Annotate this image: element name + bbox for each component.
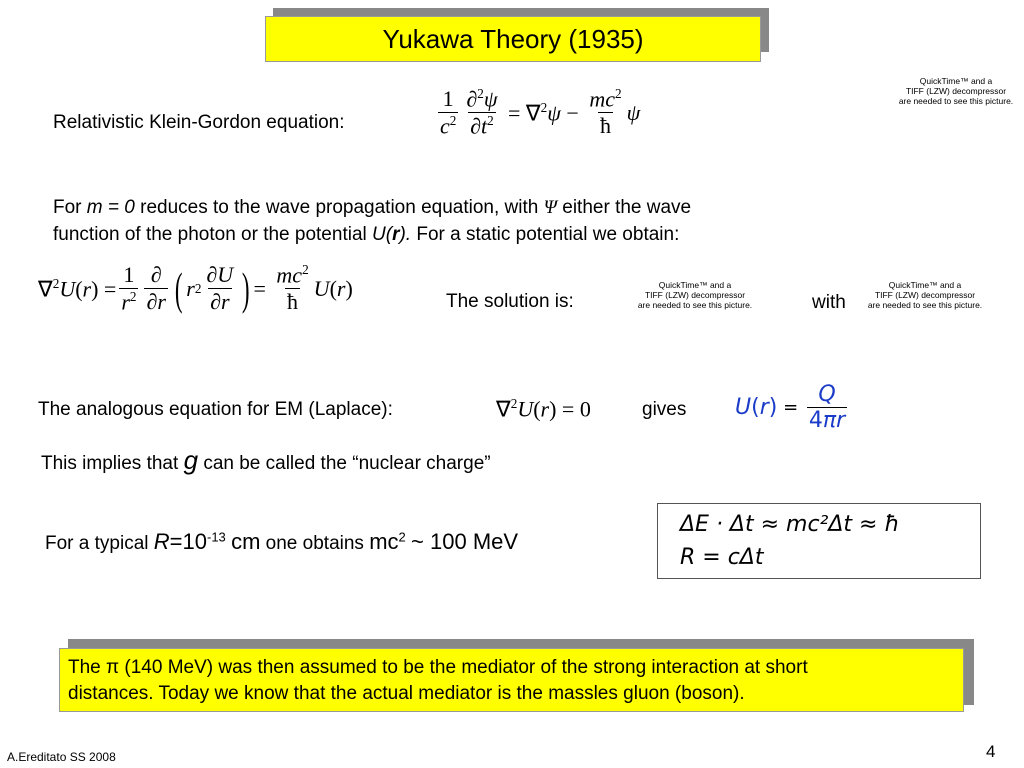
footer-author: A.Ereditato SS 2008: [7, 750, 116, 764]
callout-line-1: The π (140 MeV) was then assumed to be the mediator of the strong interaction at short: [68, 657, 808, 678]
paragraph-line-1: For m = 0 reduces to the wave propagation equation, with Ψ either the wave: [53, 197, 692, 218]
laplace-equation: ∇$^2$U(r) = 0: [496, 396, 591, 422]
quicktime-placeholder-2: QuickTime™ and a TIFF (LZW) decompressor are needed to see this picture.: [637, 280, 753, 310]
uncertainty-box: [657, 503, 981, 579]
em-laplace-label: The analogous equation for EM (Laplace):: [38, 399, 393, 420]
klein-gordon-equation: $\frac{1}{c^2}$ $\frac{\partial^2\psi}{\partial t^2}$ = ∇$^2$ψ − $\frac{mc^2}{ħ}$ ψ: [440, 86, 641, 139]
callout-line-2: distances. Today we know that the actual mediator is the massles gluon (boson).: [68, 683, 745, 704]
coulomb-potential-equation: U ( r ) = $\frac{Q}{4\pi r}$: [735, 382, 846, 433]
page-number: 4: [986, 742, 996, 761]
solution-label: The solution is:: [446, 291, 574, 312]
g-symbol: g: [183, 445, 199, 475]
wave-equation-paragraph: [53, 194, 691, 248]
slide-title-text: Yukawa Theory (1935): [382, 24, 644, 54]
uncertainty-line-2: R = cΔt: [680, 545, 764, 570]
typical-r-sentence: For a typical $R=10^{-13}$ cm one obtains $mc^2$ ~ 100 MeV: [45, 529, 519, 554]
paragraph-line-2: function of the photon or the potential U(r). For a static potential we obtain:: [53, 224, 680, 245]
callout-box: [59, 648, 964, 712]
uncertainty-line-1: ΔE · Δt ≈ mc²Δt ≈ ħ: [680, 512, 900, 537]
slide-title: [265, 16, 761, 62]
gives-label: gives: [642, 399, 687, 420]
static-potential-equation: ∇$^2$U(r) = $\frac{1}{r^2}$ $\frac{\partial}{\partial r}$ ( r 2 $\frac{\partial U}{\partial r}$ ) = $\frac{mc^2}{ħ}$ U(r): [38, 262, 353, 315]
quicktime-placeholder-3: QuickTime™ and a TIFF (LZW) decompressor are needed to see this picture.: [867, 280, 983, 310]
klein-gordon-label: Relativistic Klein-Gordon equation:: [53, 112, 345, 133]
nuclear-charge-sentence: This implies that g can be called the “nuclear charge”: [41, 445, 491, 475]
quicktime-placeholder-1: QuickTime™ and a TIFF (LZW) decompressor are needed to see this picture.: [898, 76, 1014, 106]
with-label: with: [812, 292, 846, 313]
psi-symbol: Ψ: [543, 197, 557, 218]
